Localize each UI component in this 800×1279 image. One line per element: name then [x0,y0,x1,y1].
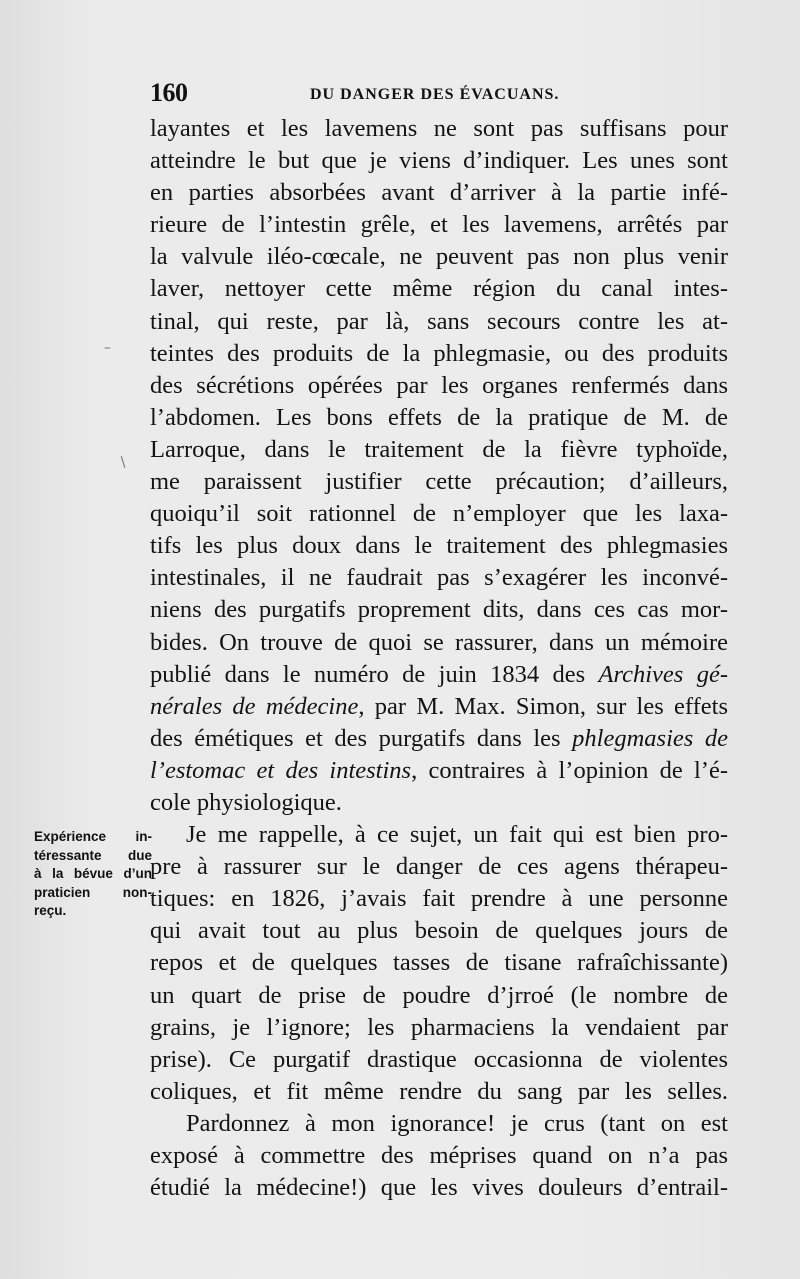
text-fragment: , par M. Max. Simon, sur les effets [358,692,728,720]
text-line: un quart de prise de poudre d’jrroé (le nombre de [150,981,728,1009]
text-line: l’abdomen. Les bons effets de la pratique de M. de [150,403,728,431]
text-fragment: publié dans le numéro de juin 1834 des [150,660,599,688]
text-line [150,723,728,755]
text-line: intestinales, il ne faudrait pas s’exagérer les inconvé- [150,564,728,592]
text-line: repos et de quelques tasses de tisane rafraîchissante) [150,949,728,977]
page-number: 160 [150,78,188,107]
text-line: layantes et les lavemens ne sont pas suffisans pour [150,115,728,142]
text-line: Larroque, dans le traitement de la fièvre typhoïde, [150,435,728,463]
text-fragment: , contraires à l’opinion de l’é- [411,756,729,784]
journal-title: nérales de médecine [150,692,359,720]
text-line: coliques, et fit même rendre du sang par les selles. [150,1077,728,1105]
text-line: niens des purgatifs proprement dits, dans ces cas mor- [150,596,728,624]
text-line: tifs les plus doux dans le traitement des phlegmasies [150,532,728,560]
text-line: rieure de l’intestin grêle, et les lavemens, arrêtés par [150,211,728,239]
italic-phrase: phlegmasies de [572,724,729,752]
running-title: DU DANGER DES ÉVACUANS. [310,86,560,103]
text-line: bides. On trouve de quoi se rassurer, dans un mémoire [150,628,728,656]
margin-note-line: Expérience in- [34,829,152,844]
text-line: atteindre le but que je viens d’indiquer. Les unes sont [150,147,728,175]
text-line: quoiqu’il soit rationnel de n’employer que les laxa- [150,500,728,528]
journal-title: Archives gé- [598,660,728,688]
text-line: des sécrétions opérées par les organes renfermés dans [150,371,728,399]
text-line: pre à rassurer sur le danger de ces agens thérapeu- [150,853,728,881]
body-text [150,113,728,1204]
text-line [150,691,728,723]
text-line: prise). Ce purgatif drastique occasionna de violentes [150,1045,728,1073]
margin-note-line: téressante due [34,847,152,863]
margin-note-line: à la bévue d’un [34,866,152,881]
text-line: tinal, qui reste, par là, sans secours contre les at- [150,307,728,335]
text-line: exposé à commettre des méprises quand on n’a pas [150,1142,728,1169]
text-line: me paraissent justifier cette précaution; d’ailleurs, [150,468,728,496]
text-line: étudié la médecine!) que les vives douleurs d’entrail- [150,1174,728,1202]
italic-phrase: l’estomac et des intestins [150,756,412,784]
text-line [150,659,728,691]
text-line: grains, je l’ignore; les pharmaciens la vendaient par [150,1013,728,1041]
text-line: teintes des produits de la phlegmasie, ou des produits [150,339,728,367]
text-line: laver, nettoyer cette même région du canal intes- [150,275,728,303]
text-line: la valvule iléo-cœcale, ne peuvent pas non plus venir [150,243,728,271]
text-line [150,755,728,787]
text-line: en parties absorbées avant d’arriver à la partie infé- [150,179,728,207]
text-line: qui avait tout au plus besoin de quelques jours de [150,917,728,945]
margin-blemish: ∖ [118,455,127,471]
margin-note [34,828,152,921]
text-fragment: des émétiques et des purgatifs dans les [150,724,573,752]
margin-note-line: reçu. [34,903,67,918]
text-line: Pardonnez à mon ignorance! je crus (tant on est [186,1109,728,1137]
margin-blemish: – [104,340,111,356]
text-line: cole physiologique. [150,788,342,816]
margin-note-line: praticien non- [34,884,152,900]
text-line: Je me rappelle, à ce sujet, un fait qui est bien pro- [186,821,728,849]
text-line: tiques: en 1826, j’avais fait prendre à une personne [150,885,728,913]
page-header [150,78,740,118]
